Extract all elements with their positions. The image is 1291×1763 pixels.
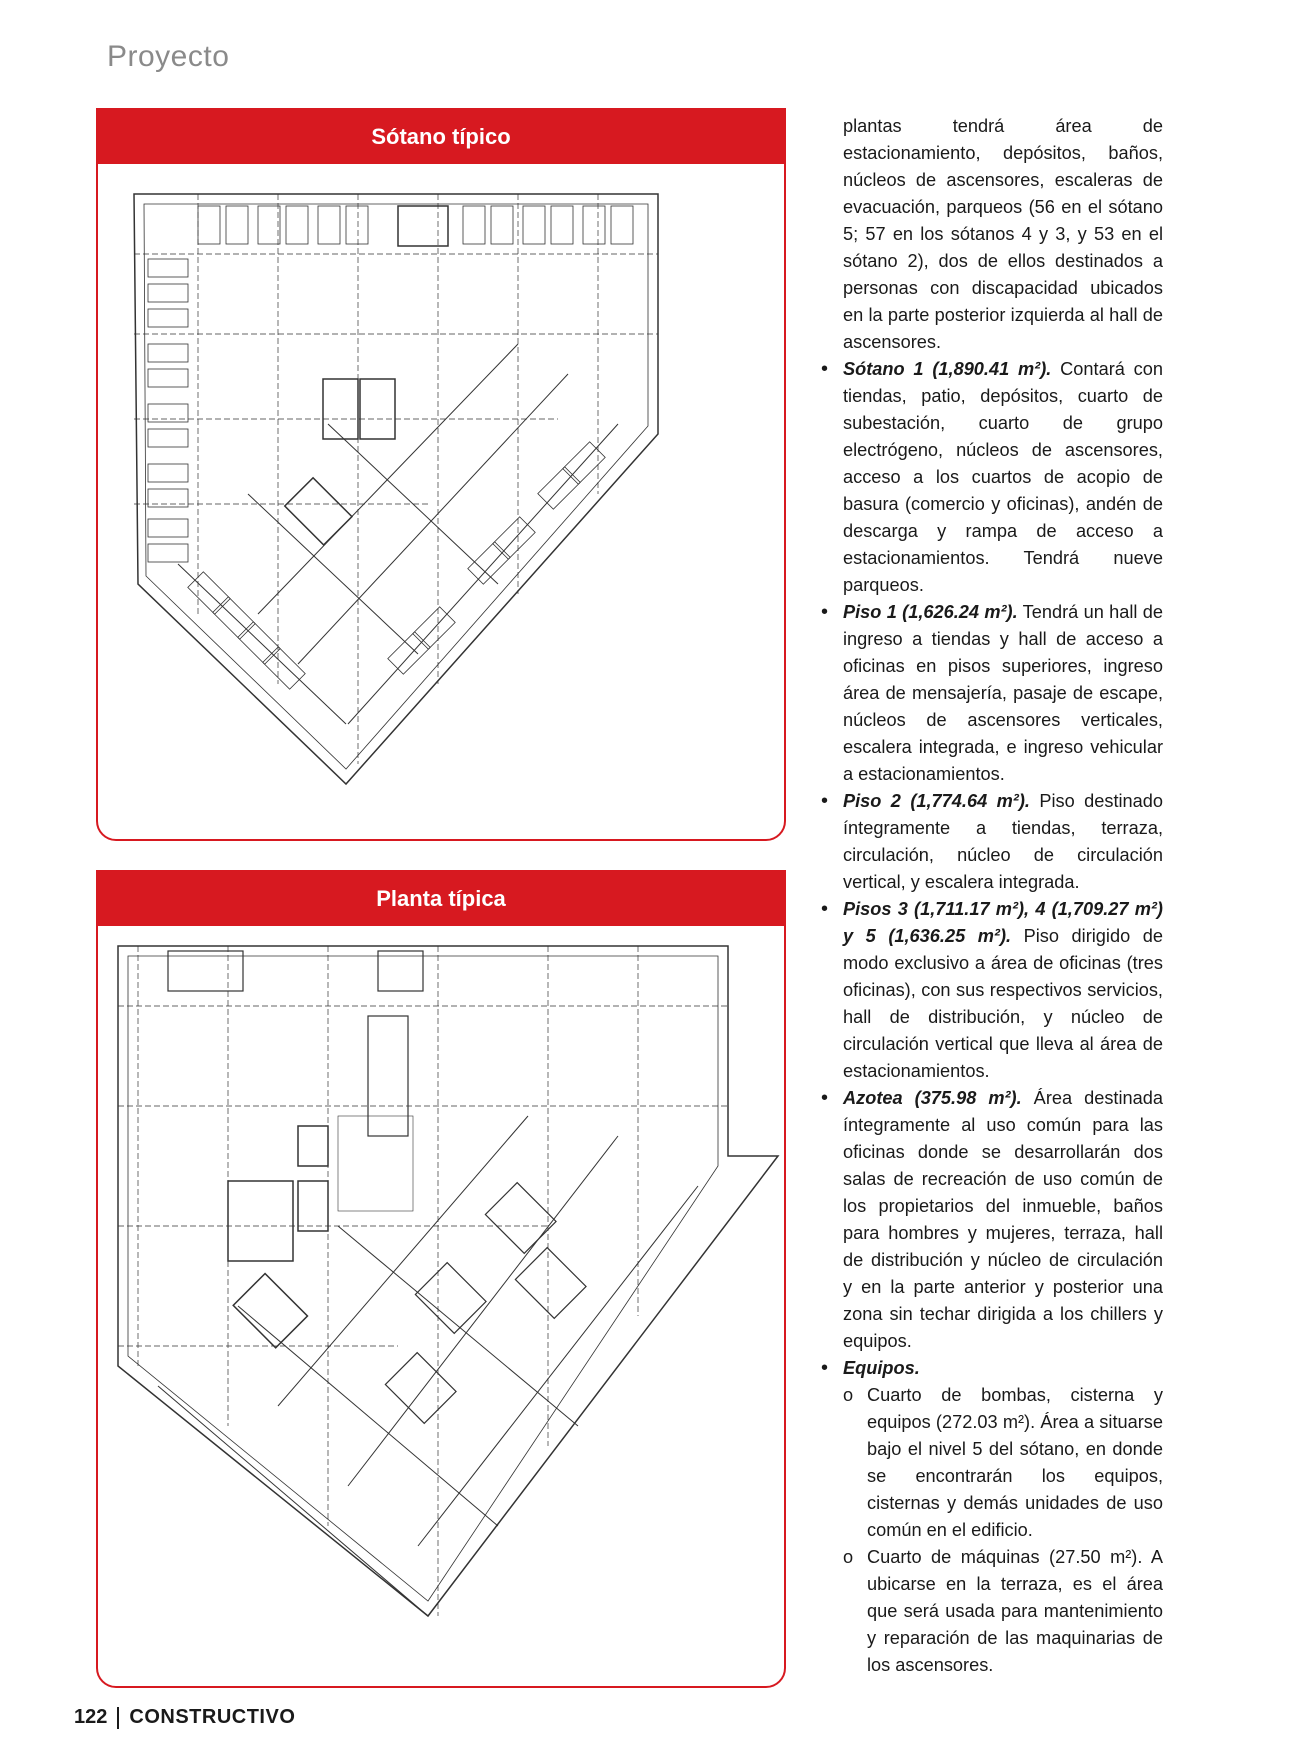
panel-title: Sótano típico xyxy=(98,110,784,164)
list-item xyxy=(843,896,1163,1085)
item-body: Contará con tiendas, patio, depósitos, cuarto de subestación, cuarto de grupo electrógeno, núcleos de ascensores, acceso a los cuartos de acopio de basura (comercio y oficinas), andén de descarga y rampa de acceso a estacionamientos. Tendrá nueve parqueos. xyxy=(843,359,1163,595)
list-item xyxy=(843,356,1163,599)
sub-list-item: o Cuarto de máquinas (27.50 m²). A ubicarse en la terraza, es el área que será usada para mantenimiento y reparación de las maquinarias de los ascensores. xyxy=(867,1544,1163,1679)
item-label: Equipos. xyxy=(843,1358,920,1378)
list-item xyxy=(843,1355,1163,1679)
item-body: Piso destinado íntegramente a tiendas, terraza, circulación, núcleo de circulación vertical, y escalera integrada. xyxy=(843,791,1164,892)
item-label: Pisos 3 (1,711.17 m²), 4 (1,709.27 m²) y 5 (1,636.25 m²). xyxy=(843,899,1163,946)
item-label: Azotea (375.98 m²). xyxy=(843,1088,1022,1108)
item-label: Piso 2 (1,774.64 m²). xyxy=(843,791,1030,811)
page-number: 122 xyxy=(74,1706,108,1728)
sub-list-item: o Cuarto de bombas, cisterna y equipos (272.03 m²). Área a situarse bajo el nivel 5 del sótano, en donde se encontrarán los equipos, cisternas y demás unidades de uso común en el edificio. xyxy=(867,1382,1163,1544)
item-body: Tendrá un hall de ingreso a tiendas y hall de acceso a oficinas en pisos superiores, ingreso área de mensajería, pasaje de escape, núcleos de ascensores verticales, escalera integrada, e ingreso vehicular a estacionamientos. xyxy=(843,602,1163,784)
list-item xyxy=(843,599,1163,788)
item-label: Sótano 1 (1,890.41 m²). xyxy=(843,359,1052,379)
body-text-column xyxy=(843,113,1163,1679)
basement-plan-panel xyxy=(96,108,786,841)
typical-floor-panel xyxy=(96,870,786,1688)
section-heading: Proyecto xyxy=(107,40,230,73)
magazine-brand: CONSTRUCTIVO xyxy=(129,1706,296,1728)
item-label: Piso 1 (1,626.24 m²). xyxy=(843,602,1018,622)
list-item xyxy=(843,1085,1163,1355)
item-body: Piso dirigido de modo exclusivo a área de oficinas (tres oficinas), con sus respectivos servicios, hall de distribución, y núcleo de circulación vertical que lleva al área de estacionamientos. xyxy=(843,926,1163,1081)
intro-paragraph: plantas tendrá área de estacionamiento, depósitos, baños, núcleos de ascensores, escaleras de evacuación, parqueos (56 en el sótano 5; 57 en los sótanos 4 y 3, y 53 en el sótano 2), dos de ellos destinados a personas con discapacidad ubicados en la parte posterior izquierda al hall de ascensores. xyxy=(843,116,1163,352)
typical-floor-plan xyxy=(98,926,784,1686)
areas-list xyxy=(843,356,1163,1679)
footer-divider xyxy=(117,1707,119,1729)
page-footer xyxy=(74,1706,295,1729)
list-item xyxy=(843,788,1163,896)
item-body: Área destinada íntegramente al uso común para las oficinas donde se desarrollarán dos salas de recreación de uso común de los propietarios del inmueble, baños para hombres y mujeres, terraza, hall de distribución y núcleo de circulación y en la parte anterior y posterior una zona sin techar dirigida a los chillers y equipos. xyxy=(843,1088,1163,1351)
basement-floor-plan xyxy=(98,164,784,839)
panel-title: Planta típica xyxy=(98,872,784,926)
